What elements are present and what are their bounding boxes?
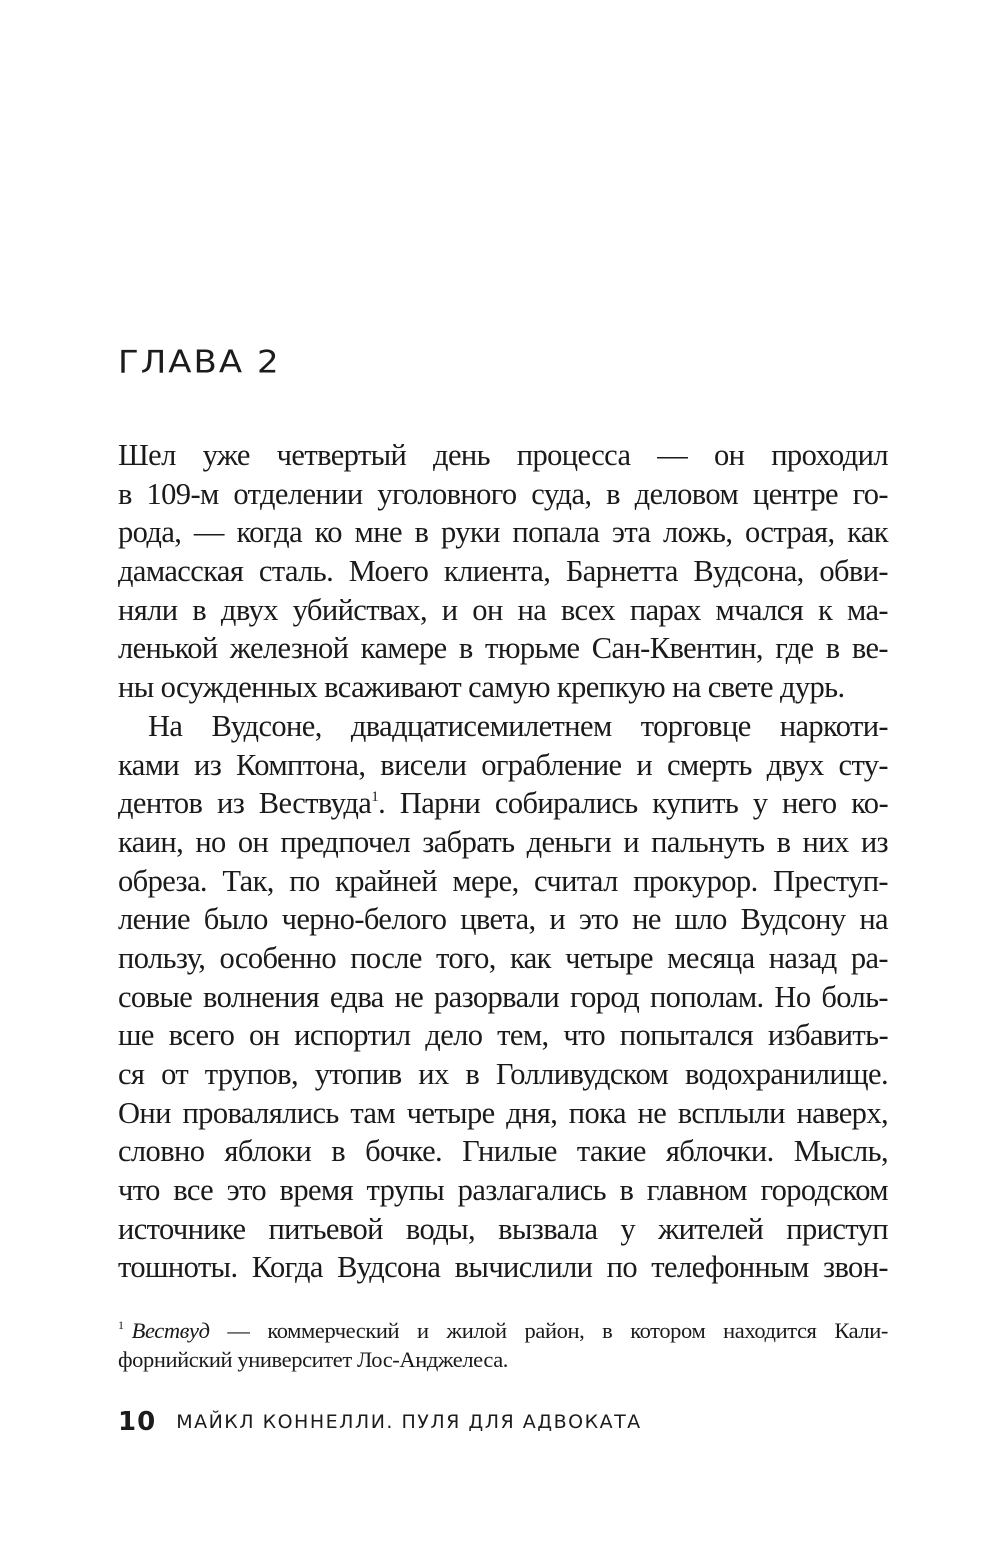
book-title: МАЙКЛ КОННЕЛЛИ. ПУЛЯ ДЛЯ АДВОКАТА (176, 1411, 642, 1433)
footnote-mark: 1 (118, 1318, 124, 1332)
footnote-text: — коммерческий и жилой район, в котором находится Кали- (209, 1318, 888, 1343)
text-line: Они провалялись там четыре дня, пока не всплыли наверх, (118, 1095, 888, 1130)
text-line: совые волнения едва не разорвали город пополам. Но боль- (118, 979, 888, 1014)
page-number: 10 (118, 1407, 157, 1437)
text-line: ся от трупов, утопив их в Голливудском водохранилище. (118, 1057, 888, 1091)
text-line: в 109-м отделении уголовного суда, в деловом центре го- (118, 476, 888, 511)
text-line: словно яблоки в бочке. Гнилые такие яблочки. Мысль, (118, 1134, 888, 1169)
text-line: няли в двух убийствах, и он на всех парах мчался к ма- (118, 592, 888, 627)
text-line: пользу, особенно после того, как четыре месяца назад ра- (118, 940, 888, 975)
text-line: источнике питьевой воды, вызвала у жителей приступ (118, 1211, 888, 1246)
footnote-term: Вествуд (131, 1318, 210, 1343)
text-line: ше всего он испортил дело тем, что попытался избавить- (118, 1018, 888, 1053)
text-line: рода, — когда ко мне в руки попала эта ложь, острая, как (118, 515, 888, 550)
text-line-with-footnote (118, 784, 888, 823)
footnote-reference[interactable]: 1 (371, 789, 379, 806)
text-line: каин, но он предпочел забрать деньги и пальнуть в них из (118, 824, 888, 859)
text-line: ленькой железной камере в тюрьме Сан-Квентин, где в ве- (118, 631, 888, 666)
text-line: дамасская сталь. Моего клиента, Барнетта Вудсона, обви- (118, 554, 888, 589)
text-line: ками из Комптона, висели ограбление и смерть двух сту- (118, 747, 888, 782)
text-segment: дентов из Вествуда (118, 786, 372, 821)
footnote (118, 1316, 888, 1374)
body-text (118, 436, 888, 1287)
text-line: обреза. Так, по крайней мере, считал прокурор. Преступ- (118, 863, 888, 898)
chapter-title: ГЛАВА 2 (118, 344, 281, 381)
text-line: На Вудсоне, двадцатисемилетнем торговце наркоти- (148, 708, 888, 743)
text-line: что все это время трупы разлагались в главном городском (118, 1173, 888, 1208)
text-line: ны осужденных всаживают самую крепкую на свете дурь. (118, 670, 845, 705)
running-footer (118, 1404, 642, 1440)
text-segment: . Парни собирались купить у него ко- (378, 786, 889, 821)
text-line: ление было черно-белого цвета, и это не шло Вудсону на (118, 902, 888, 937)
footnote-line: форнийский университет Лос-Анджелеса. (118, 1347, 509, 1372)
text-line: тошноты. Когда Вудсона вычислили по телефонным звон- (118, 1250, 888, 1285)
text-line: Шел уже четвертый день процесса — он проходил (118, 438, 888, 472)
footnote-line (118, 1316, 888, 1345)
